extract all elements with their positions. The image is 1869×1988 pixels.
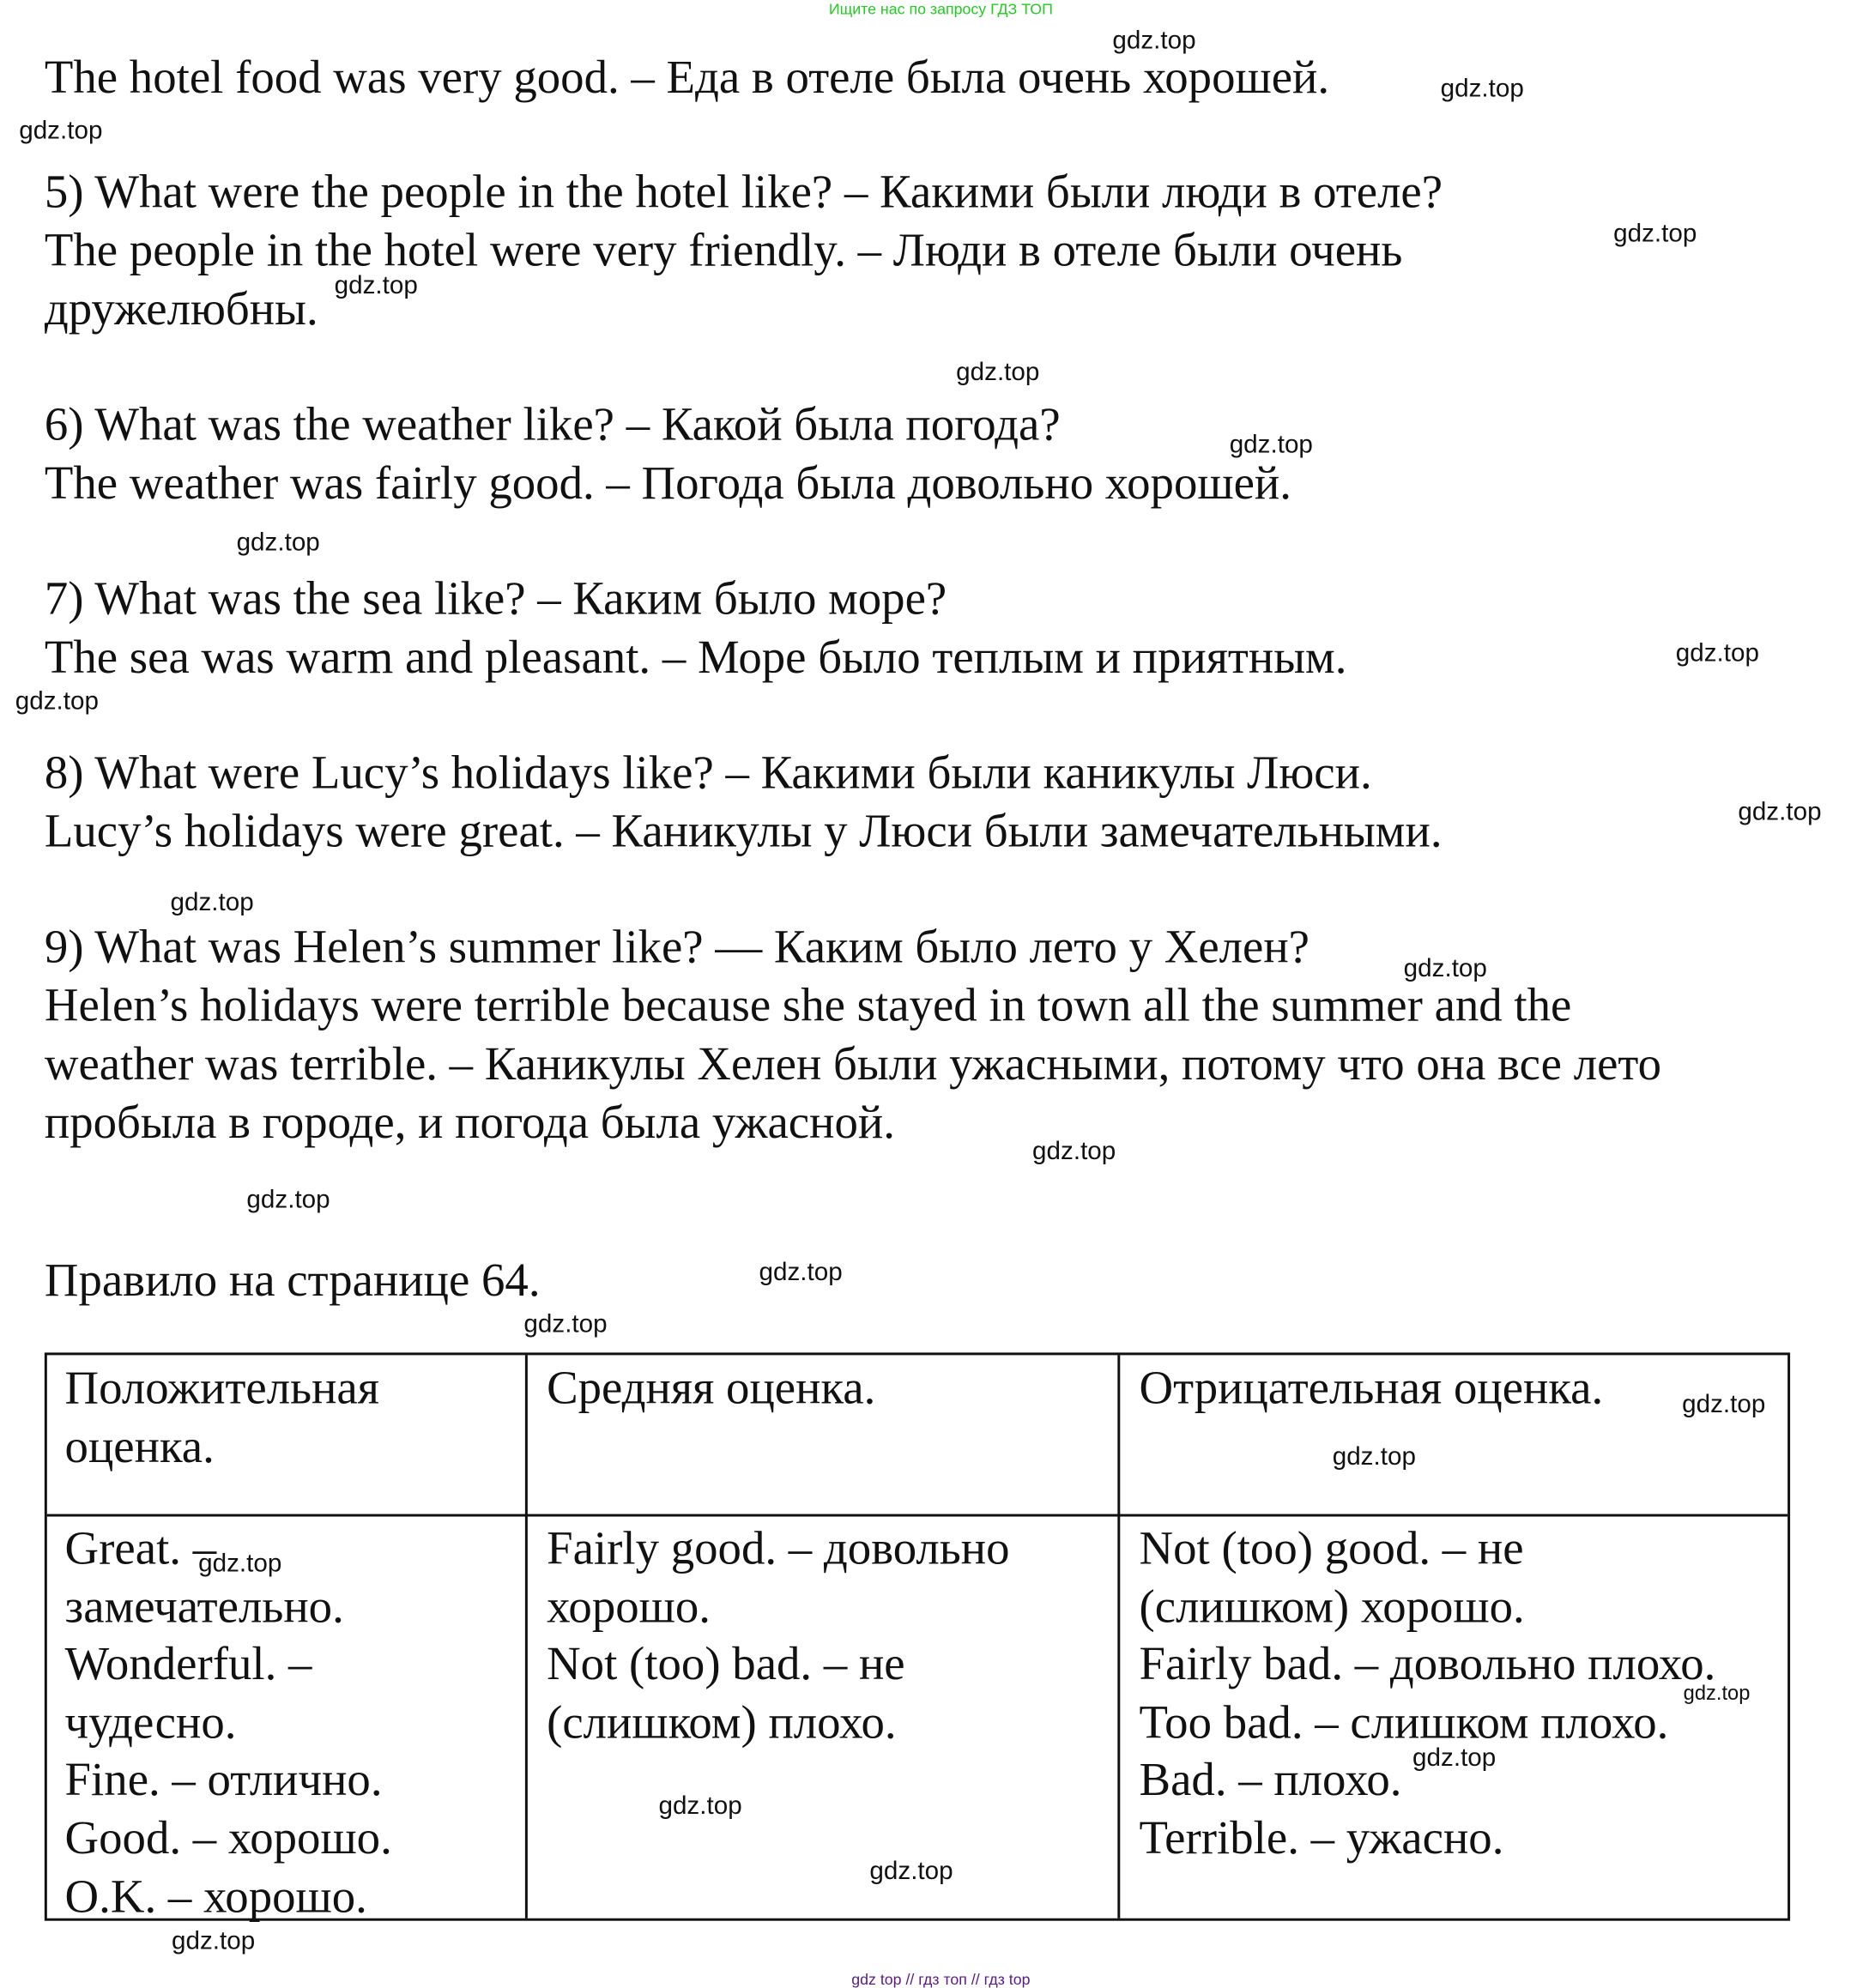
watermark: gdz.top [334,272,418,300]
table-header-cell: Средняя оценка. [547,1363,876,1416]
text-line: дружелюбны. [44,283,318,336]
rating-table [45,1352,1790,1924]
table-body-cell: Wonderful. – [64,1639,312,1691]
watermark: gdz.top [1403,954,1487,983]
text-line: Lucy’s holidays were great. – Каникулы у Люси были замечательными. [44,806,1443,859]
search-hint-banner: Ищите нас по запросу ГДЗ ТОП [828,0,1053,18]
table-body-cell: Fine. – отлично. [64,1755,383,1807]
watermark: gdz.top [1683,1683,1751,1705]
text-line: The people in the hotel were very friendly. – Люди в отеле были очень [44,225,1403,277]
text-line: The sea was warm and pleasant. – Море было теплым и приятным. [44,631,1347,685]
table-body-cell: Bad. – плохо. [1139,1755,1402,1807]
text-line: 9) What was Helen’s summer like? — Каким было лето у Хелен? [44,921,1310,974]
text-line: The weather was fairly good. – Погода была довольно хорошей. [44,457,1291,511]
watermark: gdz.top [246,1186,330,1214]
watermark: gdz.top [1332,1442,1416,1471]
table-body-cell: Terrible. – ужасно. [1139,1812,1504,1865]
table-body-cell: O.K. – хорошо. [64,1870,367,1924]
watermark: gdz.top [1032,1138,1116,1166]
table-body-cell: замечательно. [64,1580,344,1634]
text-line: 5) What were the people in the hotel like? – Какими были люди в отеле? [44,166,1443,219]
watermark: gdz.top [1412,1743,1497,1773]
table-header-cell: Положительная [64,1363,379,1416]
table-body-cell: хорошо. [547,1580,711,1634]
table-body-cell: (слишком) плохо. [547,1696,897,1749]
text-line: The hotel food was very good. – Еда в отеле была очень хорошей. [44,51,1330,105]
table-body-cell: Fairly good. – довольно [547,1522,1010,1575]
watermark: gdz.top [1112,27,1196,55]
text-line: Helen’s holidays were terrible because she stayed in town all the summer and the [44,980,1572,1033]
table-body-cell: Not (too) bad. – не [547,1639,905,1691]
watermark: gdz.top [1682,1390,1766,1419]
watermark: gdz.top [658,1792,742,1821]
table-body-cell: Good. – хорошо. [64,1812,392,1865]
table-body-cell: чудесно. [64,1696,237,1749]
column-divider [1117,1355,1120,1918]
watermark: gdz.top [759,1258,843,1287]
watermark: gdz.top [19,117,103,145]
column-divider [525,1355,528,1918]
watermark: gdz.top [198,1550,282,1578]
text-line: weather was terrible. – Каникулы Хелен были ужасными, потому что она все лето [44,1038,1662,1091]
table-body-cell: (слишком) хорошо. [1139,1580,1525,1634]
watermark: gdz.top [523,1310,608,1339]
watermark: gdz.top [956,358,1040,387]
text-line: 7) What was the sea like? – Каким было море? [44,573,947,625]
text-line: 6) What was the weather like? – Какой была погода? [44,399,1061,451]
watermark: gdz.top [1440,75,1524,104]
table-header-cell: Отрицательная оценка. [1139,1363,1604,1416]
watermark: gdz.top [1229,431,1313,459]
table-body-cell: Too bad. – слишком плохо. [1139,1696,1669,1749]
table-body-cell: Not (too) good. – не [1139,1522,1524,1575]
watermark: gdz.top [1613,220,1697,248]
text-line: пробыла в городе, и погода была ужасной. [44,1097,895,1150]
table-body-cell: Fairly bad. – довольно плохо. [1139,1639,1716,1691]
watermark: gdz.top [236,529,320,557]
row-divider [47,1514,1787,1517]
watermark: gdz.top [869,1857,953,1886]
footer-links: gdz top // гдз топ // гдз top [851,1970,1031,1988]
table-header-cell: оценка. [64,1420,215,1473]
watermark: gdz.top [170,888,254,917]
watermark: gdz.top [172,1927,256,1955]
text-line: 8) What were Lucy’s holidays like? – Какими были каникулы Люси. [44,747,1372,800]
text-line: Правило на странице 64. [44,1254,541,1308]
watermark: gdz.top [15,687,99,716]
watermark: gdz.top [1675,639,1759,668]
table-body-cell: Great. – [64,1522,217,1575]
watermark: gdz.top [1738,798,1822,827]
